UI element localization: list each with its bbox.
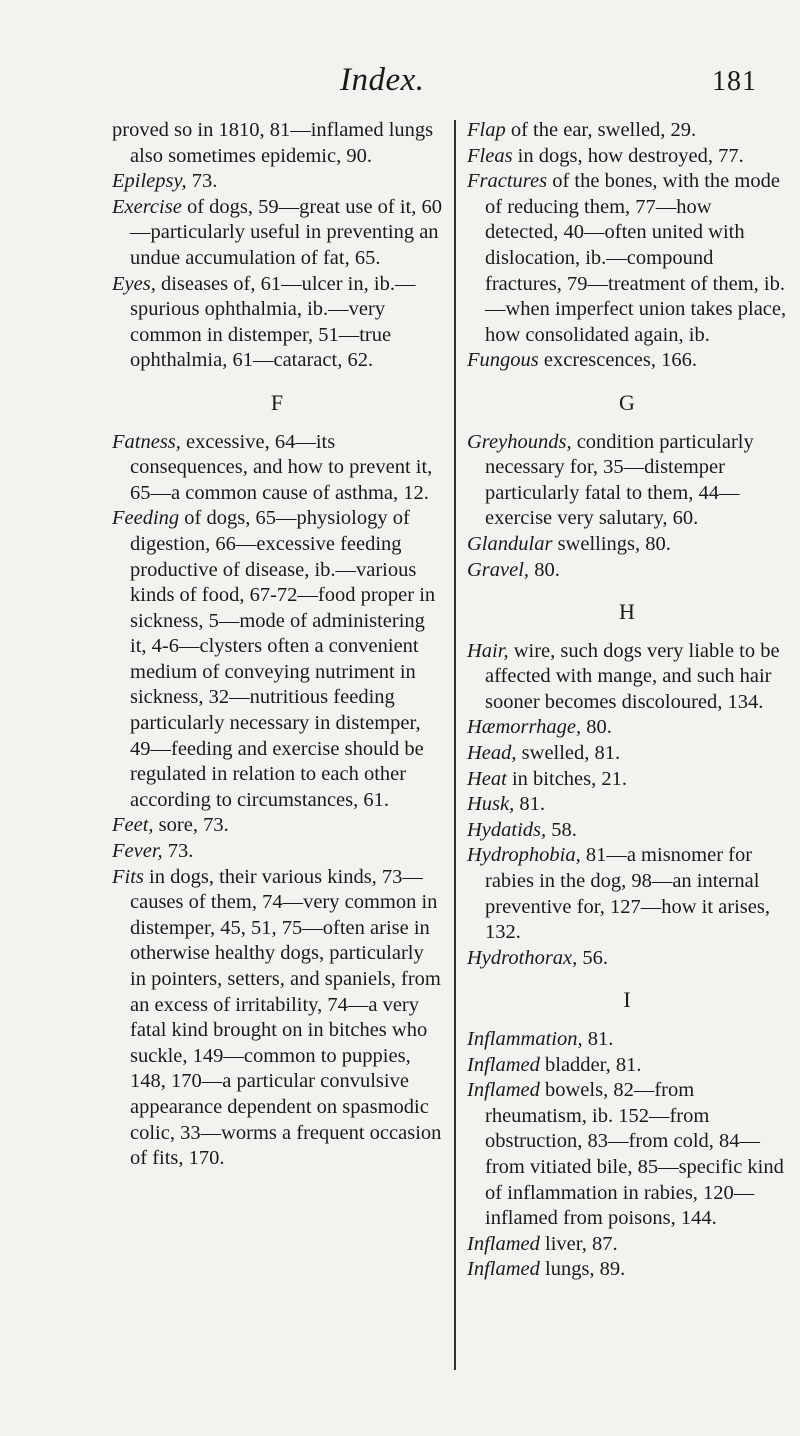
index-entry bbox=[467, 118, 787, 144]
index-term: Hydrothorax, bbox=[467, 946, 578, 969]
index-references: 56. bbox=[577, 946, 609, 969]
index-entry bbox=[467, 1078, 787, 1232]
index-references: excessive, 64—its consequences, and how to prevent it, 65—a common cause of asthma, 12. bbox=[130, 430, 433, 504]
index-term: Inflamed bbox=[467, 1258, 540, 1281]
index-references: in dogs, their various kinds, 73—causes of them, 74—very common in distemper, 45, 51, 75—often arise in otherwise healthy dogs, particularly in pointers, setters, and spaniels, from an excess of irritability, 74—a very fatal kind brought on in bitches who suckle, 149—common to puppies, 148, 170—a particular convulsive appearance dependent on spasmodic colic, 33—worms a frequent occasion of fits, 170. bbox=[130, 865, 442, 1170]
index-references: condition particularly necessary for, 35—distemper particularly fatal to them, 44—exercise very salutary, 60. bbox=[485, 430, 754, 530]
section-letter: I bbox=[623, 987, 631, 1013]
index-references: in bitches, 21. bbox=[506, 767, 627, 790]
index-entry bbox=[112, 195, 442, 272]
index-entry bbox=[112, 169, 442, 195]
index-entry bbox=[112, 272, 442, 374]
index-term: Exercise bbox=[112, 195, 182, 218]
index-entry bbox=[112, 865, 442, 1172]
section-letter: F bbox=[270, 389, 284, 415]
index-entry bbox=[467, 1053, 787, 1079]
index-references: wire, such dogs very liable to be affected with mange, and such hair sooner becomes discoloured, 134. bbox=[485, 639, 780, 713]
index-entry bbox=[467, 792, 787, 818]
index-entry bbox=[467, 1257, 787, 1283]
index-term: Hæmorrhage, bbox=[467, 716, 582, 739]
index-references: 81. bbox=[582, 1028, 614, 1050]
index-term: Head, bbox=[467, 742, 517, 765]
index-entry bbox=[467, 767, 787, 793]
index-term: Fractures bbox=[467, 170, 548, 193]
index-entry bbox=[112, 839, 442, 865]
index-entry bbox=[467, 1232, 787, 1258]
index-term: Gravel, bbox=[467, 558, 530, 581]
page-number: 181 bbox=[712, 66, 757, 97]
index-term: Feet, bbox=[112, 814, 154, 837]
index-term: Feeding bbox=[112, 507, 180, 530]
index-term: Hydatids, bbox=[467, 818, 547, 841]
index-entry bbox=[112, 430, 442, 507]
index-entry bbox=[467, 348, 787, 374]
index-entry bbox=[467, 430, 787, 532]
index-references: of the bones, with the mode of reducing them, 77—how detected, 40—often united with dislocation, ib.—compound fractures, 79—treatment of them, ib.—when imperfect union takes place, how consolidated again, ib. bbox=[485, 170, 787, 346]
index-references: 58. bbox=[546, 818, 577, 841]
running-title: Index. bbox=[340, 62, 425, 98]
index-references: 81. bbox=[514, 793, 546, 816]
index-term: Heat bbox=[467, 767, 507, 790]
index-term: Fits bbox=[112, 865, 144, 888]
index-references: proved so in 1810, 81—inflamed lungs also sometimes epidemic, 90. bbox=[112, 119, 434, 167]
index-entry bbox=[467, 946, 787, 972]
index-references: liver, 87. bbox=[539, 1232, 618, 1255]
index-references: of dogs, 59—great use of it, 60—particularly useful in preventing an undue accumulation of fat, 65. bbox=[130, 195, 443, 269]
index-references: bladder, 81. bbox=[539, 1053, 642, 1076]
index-entry bbox=[112, 813, 442, 839]
index-references: 80. bbox=[581, 716, 612, 739]
index-term: Inflamed bbox=[467, 1053, 540, 1076]
index-references: swellings, 80. bbox=[552, 532, 671, 555]
index-term: Fever, bbox=[112, 840, 163, 863]
index-references: of dogs, 65—physiology of digestion, 66—excessive feeding productive of disease, ib.—various kinds of food, 67-72—food proper in sickness, 5—mode of administering it, 4-6—clysters often a convenient medium of conveying nutriment in sickness, 32—nutritious feeding particularly necessary in distemper, 49—feeding and exercise should be regulated in relation to each other according to circumstances, 61. bbox=[130, 507, 436, 811]
index-term: Fatness, bbox=[112, 430, 181, 453]
index-entry bbox=[112, 506, 442, 813]
index-references: of the ear, swelled, 29. bbox=[505, 119, 697, 141]
index-term: Eyes, bbox=[112, 272, 156, 295]
index-term: Inflamed bbox=[467, 1079, 540, 1102]
index-term: Flap bbox=[467, 119, 506, 141]
index-references: 81—a misnomer for rabies in the dog, 98—an internal preventive for, 127—how it arises, 132. bbox=[485, 844, 770, 944]
index-term: Epilepsy, bbox=[112, 170, 187, 193]
index-term: Inflamed bbox=[467, 1232, 540, 1255]
index-references: bowels, 82—from rheumatism, ib. 152—from obstruction, 83—from cold, 84—from vitiated bile, 85—specific kind of inflammation in rabies, 120—inflamed from poisons, 144. bbox=[485, 1079, 784, 1230]
index-entry bbox=[467, 843, 787, 945]
index-references: 80. bbox=[529, 558, 560, 581]
index-term: Glandular bbox=[467, 532, 553, 555]
index-term: Hydrophobia, bbox=[467, 844, 581, 867]
index-entry bbox=[467, 715, 787, 741]
index-references: diseases of, 61—ulcer in, ib.—spurious ophthalmia, ib.—very common in distemper, 51—true ophthalmia, 61—cataract, 62. bbox=[130, 272, 416, 372]
index-term: Greyhounds, bbox=[467, 430, 572, 453]
index-references: excrescences, 166. bbox=[538, 349, 697, 372]
index-references: 73. bbox=[186, 170, 218, 193]
index-term: Fungous bbox=[467, 349, 539, 372]
section-letter: H bbox=[619, 599, 635, 625]
index-entry bbox=[467, 741, 787, 767]
index-entry bbox=[467, 144, 787, 170]
index-entry bbox=[112, 118, 442, 169]
index-entry bbox=[467, 532, 787, 558]
index-entry bbox=[467, 1027, 787, 1053]
section-letter: G bbox=[619, 389, 635, 415]
index-references: swelled, 81. bbox=[516, 742, 621, 765]
index-term: Hair, bbox=[467, 639, 509, 662]
index-references: sore, 73. bbox=[153, 814, 229, 837]
index-column-left bbox=[112, 118, 442, 1172]
column-divider bbox=[454, 120, 456, 1370]
index-entry bbox=[467, 639, 787, 716]
index-references: lungs, 89. bbox=[539, 1258, 626, 1281]
index-references: 73. bbox=[162, 840, 194, 863]
index-term: Husk, bbox=[467, 793, 515, 816]
index-entry bbox=[467, 558, 787, 584]
index-term: Inflammation, bbox=[467, 1028, 583, 1050]
index-references: in dogs, how destroyed, 77. bbox=[512, 144, 744, 167]
index-column-right bbox=[467, 118, 787, 1283]
running-head bbox=[0, 62, 800, 106]
index-term: Fleas bbox=[467, 144, 513, 167]
index-entry bbox=[467, 818, 787, 844]
index-entry bbox=[467, 169, 787, 348]
